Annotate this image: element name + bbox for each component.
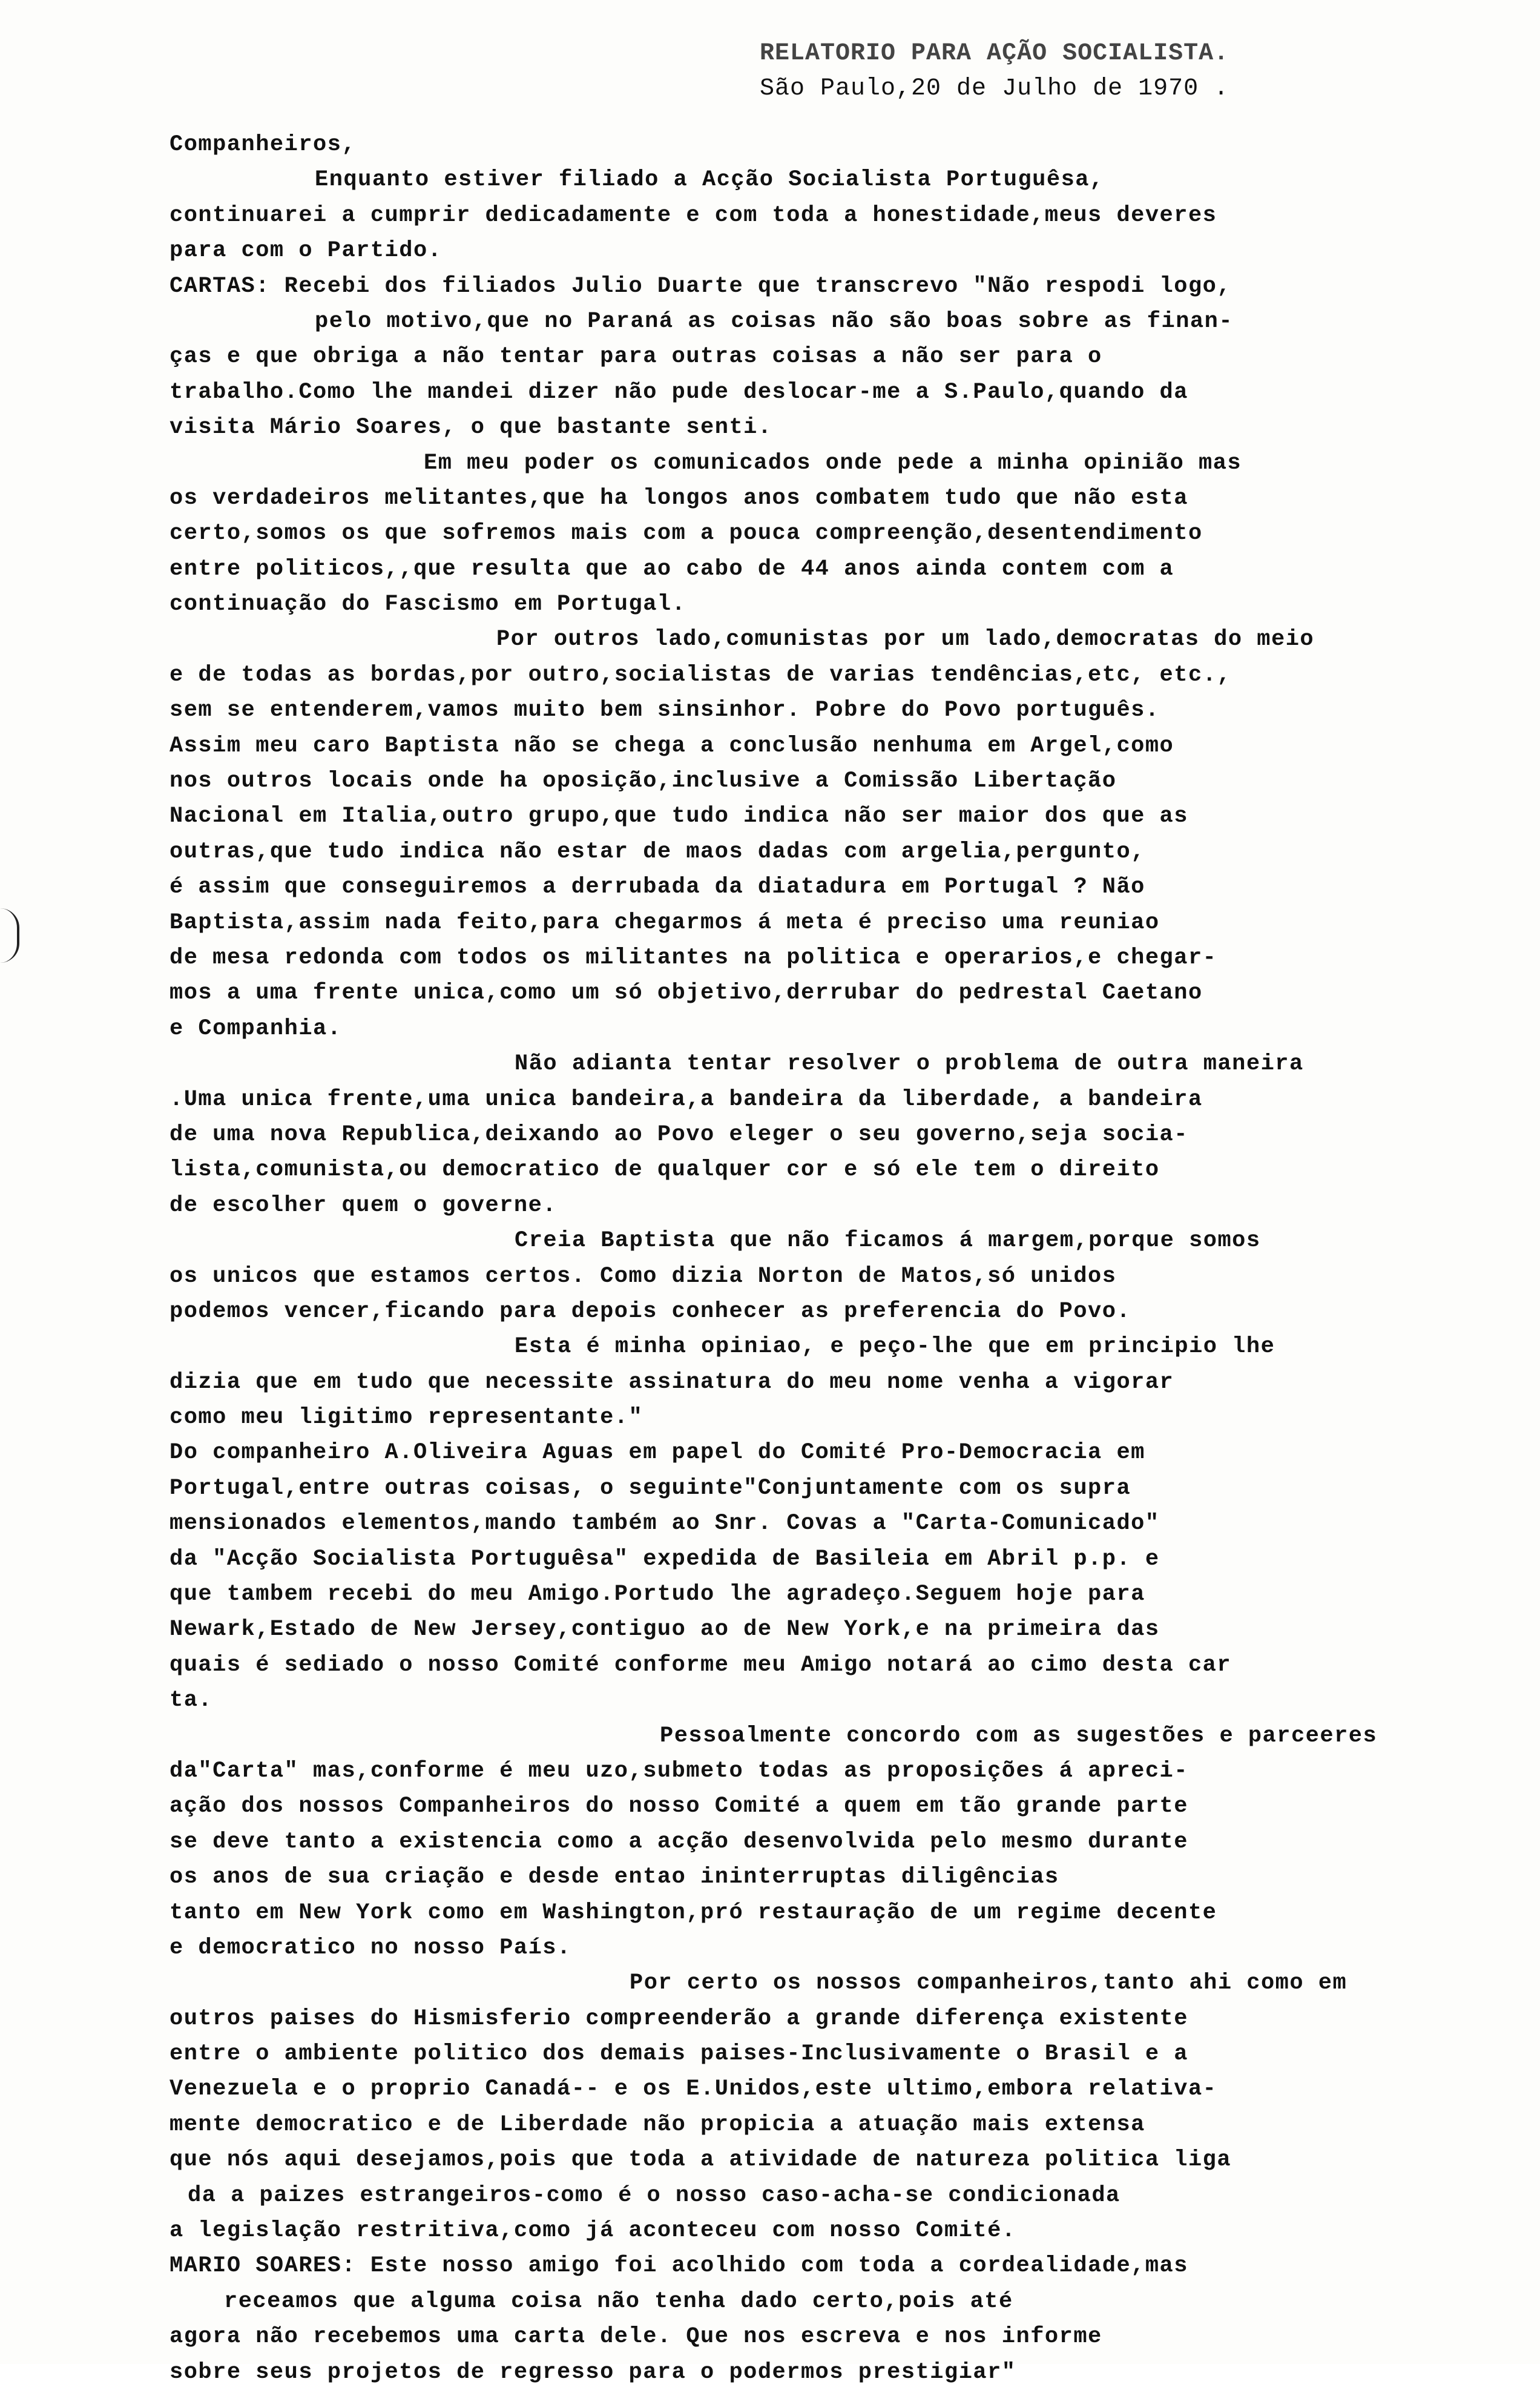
text-line: nos outros locais onde ha oposição,inclusive a Comissão Libertação (169, 768, 1117, 794)
text-line: mos a uma frente unica,como um só objetivo,derrubar do pedrestal Caetano (169, 980, 1203, 1006)
text-line: visita Mário Soares, o que bastante senti. (169, 415, 772, 441)
text-line: entre politicos,,que resulta que ao cabo de 44 anos ainda contem com a (169, 556, 1174, 582)
text-line: e Companhia. (169, 1015, 342, 1041)
text-line: da a paizes estrangeiros-como é o nosso caso-acha-se condicionada (188, 2182, 1120, 2208)
text-line: Não adianta tentar resolver o problema de outra maneira (515, 1051, 1304, 1077)
text-line: que nós aqui desejamos,pois que toda a atividade de natureza politica liga (169, 2147, 1232, 2173)
text-line: outros paises do Hismisferio compreenderão a grande diferença existente (169, 2005, 1188, 2032)
text-line: CARTAS: Recebi dos filiados Julio Duarte que transcrevo "Não respodi logo, (169, 273, 1232, 299)
text-line: Creia Baptista que não ficamos á margem,porque somos (515, 1228, 1261, 1254)
text-line: como meu ligitimo representante." (169, 1405, 643, 1431)
text-line: outras,que tudo indica não estar de maos dadas com argelia,pergunto, (169, 839, 1145, 865)
text-line: da"Carta" mas,conforme é meu uzo,submeto todas as proposições á apreci- (169, 1758, 1188, 1784)
place-date: São Paulo,20 de Julho de 1970 . (760, 75, 1229, 102)
report-title: RELATORIO PARA AÇÃO SOCIALISTA. (760, 40, 1229, 67)
text-line: Em meu poder os comunicados onde pede a minha opinião mas (424, 450, 1242, 476)
text-line: é assim que conseguiremos a derrubada da diatadura em Portugal ? Não (169, 874, 1145, 900)
text-line: ças e que obriga a não tentar para outras coisas a não ser para o (169, 344, 1102, 370)
text-line: receamos que alguma coisa não tenha dado certo,pois até (224, 2288, 1013, 2314)
text-line: certo,somos os que sofremos mais com a pouca compreenção,desentendimento (169, 521, 1203, 547)
text-line: tanto em New York como em Washington,pró restauração de um regime decente (169, 1900, 1217, 1926)
text-line: os verdadeiros melitantes,que ha longos anos combatem tudo que não esta (169, 485, 1188, 511)
text-line: sem se entenderem,vamos muito bem sinsinhor. Pobre do Povo português. (169, 698, 1160, 724)
text-line: Venezuela e o proprio Canadá-- e os E.Unidos,este ultimo,embora relativa- (169, 2076, 1217, 2102)
text-line: Assim meu caro Baptista não se chega a conclusão nenhuma em Argel,como (169, 733, 1174, 759)
text-line: Enquanto estiver filiado a Acção Socialista Portuguêsa, (315, 167, 1104, 193)
text-line: se deve tanto a existencia como a acção desenvolvida pelo mesmo durante (169, 1829, 1188, 1855)
punch-hole-mark (0, 908, 19, 963)
text-line: agora não recebemos uma carta dele. Que nos escreva e nos informe (169, 2324, 1102, 2350)
text-line: continuarei a cumprir dedicadamente e com toda a honestidade,meus deveres (169, 202, 1217, 228)
text-line: dizia que em tudo que necessite assinatura do meu nome venha a vigorar (169, 1369, 1174, 1395)
letter-body (169, 127, 1495, 2390)
letter-header (760, 36, 1486, 107)
text-line: Portugal,entre outras coisas, o seguinte"Conjuntamente com os supra (169, 1475, 1131, 1501)
text-line: e democratico no nosso País. (169, 1935, 571, 1961)
text-line: para com o Partido. (169, 238, 443, 264)
text-line: e de todas as bordas,por outro,socialistas de varias tendências,etc, etc., (169, 662, 1232, 688)
text-line: que tambem recebi do meu Amigo.Portudo lhe agradeço.Seguem hoje para (169, 1582, 1145, 1608)
text-line: continuação do Fascismo em Portugal. (169, 592, 686, 618)
text-line: de mesa redonda com todos os militantes na politica e operarios,e chegar- (169, 945, 1217, 971)
text-line: os anos de sua criação e desde entao ininterruptas diligências (169, 1864, 1059, 1890)
text-line: Baptista,assim nada feito,para chegarmos á meta é preciso uma reuniao (169, 909, 1160, 936)
text-line: podemos vencer,ficando para depois conhecer as preferencia do Povo. (169, 1298, 1131, 1324)
text-line: Newark,Estado de New Jersey,contiguo ao de New York,e na primeira das (169, 1617, 1160, 1643)
text-line: sobre seus projetos de regresso para o podermos prestigiar" (169, 2359, 1016, 2385)
text-line: trabalho.Como lhe mandei dizer não pude deslocar-me a S.Paulo,quando da (169, 379, 1188, 405)
text-line: os unicos que estamos certos. Como dizia Norton de Matos,só unidos (169, 1263, 1117, 1289)
text-line: ta. (169, 1688, 213, 1714)
text-line: a legislação restritiva,como já aconteceu com nosso Comité. (169, 2218, 1016, 2244)
text-line: entre o ambiente politico dos demais paises-Inclusivamente o Brasil e a (169, 2041, 1188, 2067)
text-line: MARIO SOARES: Este nosso amigo foi acolhido com toda a cordealidade,mas (169, 2253, 1188, 2279)
text-line: de uma nova Republica,deixando ao Povo eleger o seu governo,seja socia- (169, 1121, 1188, 1147)
text-line: .Uma unica frente,uma unica bandeira,a bandeira da liberdade, a bandeira (169, 1086, 1203, 1112)
text-line: da "Acção Socialista Portuguêsa" expedida de Basileia em Abril p.p. e (169, 1546, 1160, 1572)
text-line: de escolher quem o governe. (169, 1192, 557, 1218)
text-line: Nacional em Italia,outro grupo,que tudo indica não ser maior dos que as (169, 804, 1188, 830)
text-line: pelo motivo,que no Paraná as coisas não são boas sobre as finan- (315, 308, 1234, 334)
text-line: lista,comunista,ou democratico de qualquer cor e só ele tem o direito (169, 1157, 1160, 1183)
text-line: Por outros lado,comunistas por um lado,democratas do meio (496, 627, 1315, 653)
text-line: mente democratico e de Liberdade não propicia a atuação mais extensa (169, 2111, 1145, 2137)
text-line: quais é sediado o nosso Comité conforme meu Amigo notará ao cimo desta car (169, 1652, 1232, 1678)
text-line: Esta é minha opiniao, e peço-lhe que em principio lhe (515, 1334, 1275, 1360)
text-line: Pessoalmente concordo com as sugestões e parceeres (660, 1723, 1378, 1749)
text-line: Por certo os nossos companheiros,tanto ahi como em (630, 1970, 1348, 1996)
text-line: Do companheiro A.Oliveira Aguas em papel do Comité Pro-Democracia em (169, 1440, 1145, 1466)
text-line: mensionados elementos,mando também ao Snr. Covas a "Carta-Comunicado" (169, 1511, 1160, 1537)
text-line: Companheiros, (169, 132, 357, 157)
text-line: ação dos nossos Companheiros do nosso Comité a quem em tão grande parte (169, 1794, 1188, 1820)
